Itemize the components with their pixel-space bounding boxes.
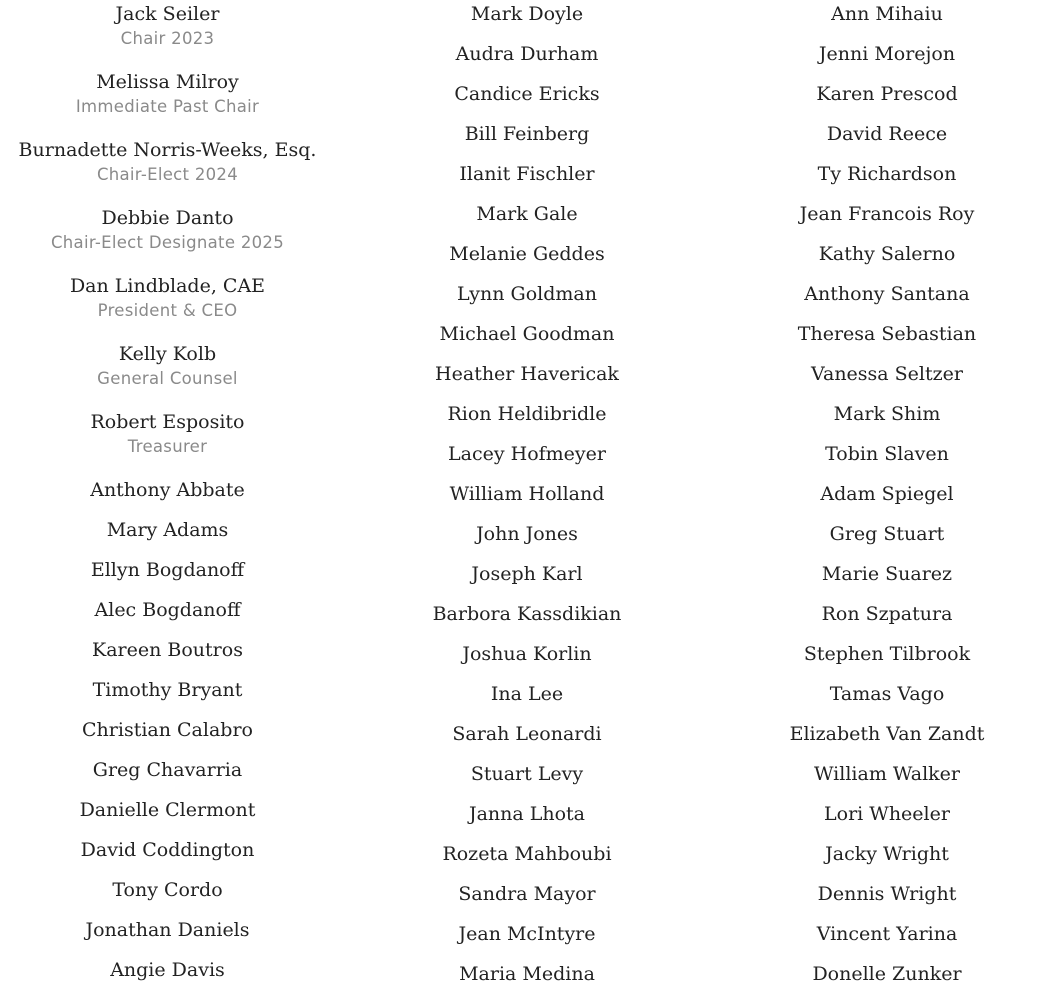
member-name: Ina Lee [490,683,564,705]
officer-name: Debbie Danto [101,207,234,229]
member-name: Maria Medina [459,963,595,985]
member-column-2 [347,0,707,1000]
member-name: Lori Wheeler [824,803,950,825]
member-name: Kathy Salerno [818,243,956,265]
member-name: Candice Ericks [454,83,600,105]
officer-name: Robert Esposito [90,411,245,433]
member-name: Tobin Slaven [825,443,949,465]
member-name: Kareen Boutros [92,639,243,661]
member-name: Marie Suarez [821,563,953,585]
member-name: Vincent Yarina [816,923,958,945]
member-name: John Jones [476,523,578,545]
member-list [707,0,1054,1000]
officer-entry [0,68,335,136]
member-name: Dennis Wright [817,883,957,905]
member-name: Joshua Korlin [462,643,592,665]
officer-entry [0,0,335,68]
member-name: David Reece [826,123,948,145]
member-name: Donelle Zunker [812,963,962,985]
member-name: Jean McIntyre [458,923,596,945]
officer-title: Immediate Past Chair [75,97,260,116]
member-name: Tamas Vago [829,683,945,705]
member-name: Ilanit Fischler [459,163,595,185]
member-name: Mark Doyle [470,3,584,25]
member-name: Jonathan Daniels [85,919,250,941]
member-name: Heather Havericak [435,363,619,385]
officer-name: Kelly Kolb [118,343,217,365]
member-name: Elizabeth Van Zandt [789,723,985,745]
officer-entry [0,408,335,476]
member-name: Jenni Morejon [818,43,956,65]
officer-name: Melissa Milroy [96,71,239,93]
member-name: Mary Adams [106,519,229,541]
officer-entry [0,204,335,272]
member-name: Barbora Kassdikian [432,603,622,625]
member-name: Tony Cordo [112,879,223,901]
member-name: Ellyn Bogdanoff [90,559,245,581]
member-name: Sarah Leonardi [452,723,602,745]
member-name: Angie Davis [110,959,225,981]
officer-name: Jack Seiler [115,3,220,25]
officer-title: Chair-Elect Designate 2025 [50,233,285,252]
member-name: Danielle Clermont [79,799,256,821]
officer-title: General Counsel [97,369,238,388]
member-name: Ann Mihaiu [831,3,943,25]
member-name: Greg Chavarria [92,759,243,781]
member-list [0,476,335,996]
officer-name: Burnadette Norris-Weeks, Esq. [18,139,317,161]
member-name: William Walker [813,763,960,785]
officers-column [0,0,335,996]
member-name: Theresa Sebastian [797,323,977,345]
member-name: Adam Spiegel [820,483,954,505]
member-name: Melanie Geddes [449,243,605,265]
member-name: Stuart Levy [470,763,584,785]
member-name: Timothy Bryant [92,679,243,701]
member-name: Ron Szpatura [821,603,953,625]
member-name: Jacky Wright [825,843,949,865]
officer-title: Chair-Elect 2024 [96,165,239,184]
member-name: Lacey Hofmeyer [448,443,606,465]
member-column-3 [707,0,1054,1000]
member-name: Bill Feinberg [464,123,590,145]
member-name: Ty Richardson [817,163,957,185]
member-name: Christian Calabro [82,719,253,741]
member-name: William Holland [449,483,605,505]
officer-title: Chair 2023 [120,29,215,48]
member-name: Jean Francois Roy [799,203,975,225]
member-name: Vanessa Seltzer [811,363,963,385]
member-name: Sandra Mayor [458,883,596,905]
member-name: Rion Heldibridle [447,403,607,425]
member-name: Stephen Tilbrook [803,643,971,665]
member-name: Mark Gale [476,203,578,225]
officer-entry [0,340,335,408]
member-name: David Coddington [80,839,255,861]
officer-entry [0,136,335,204]
officer-entry [0,272,335,340]
officer-title: Treasurer [127,437,208,456]
member-list [347,0,707,1000]
member-name: Greg Stuart [829,523,945,545]
member-name: Lynn Goldman [457,283,597,305]
member-name: Joseph Karl [471,563,583,585]
member-name: Anthony Abbate [90,479,245,501]
member-name: Mark Shim [833,403,941,425]
member-name: Karen Prescod [816,83,958,105]
member-name: Alec Bogdanoff [94,599,241,621]
member-name: Rozeta Mahboubi [442,843,612,865]
officer-title: President & CEO [97,301,238,320]
member-name: Janna Lhota [468,803,586,825]
member-name: Anthony Santana [804,283,970,305]
member-name: Audra Durham [455,43,599,65]
officer-name: Dan Lindblade, CAE [69,275,266,297]
member-name: Michael Goodman [439,323,615,345]
